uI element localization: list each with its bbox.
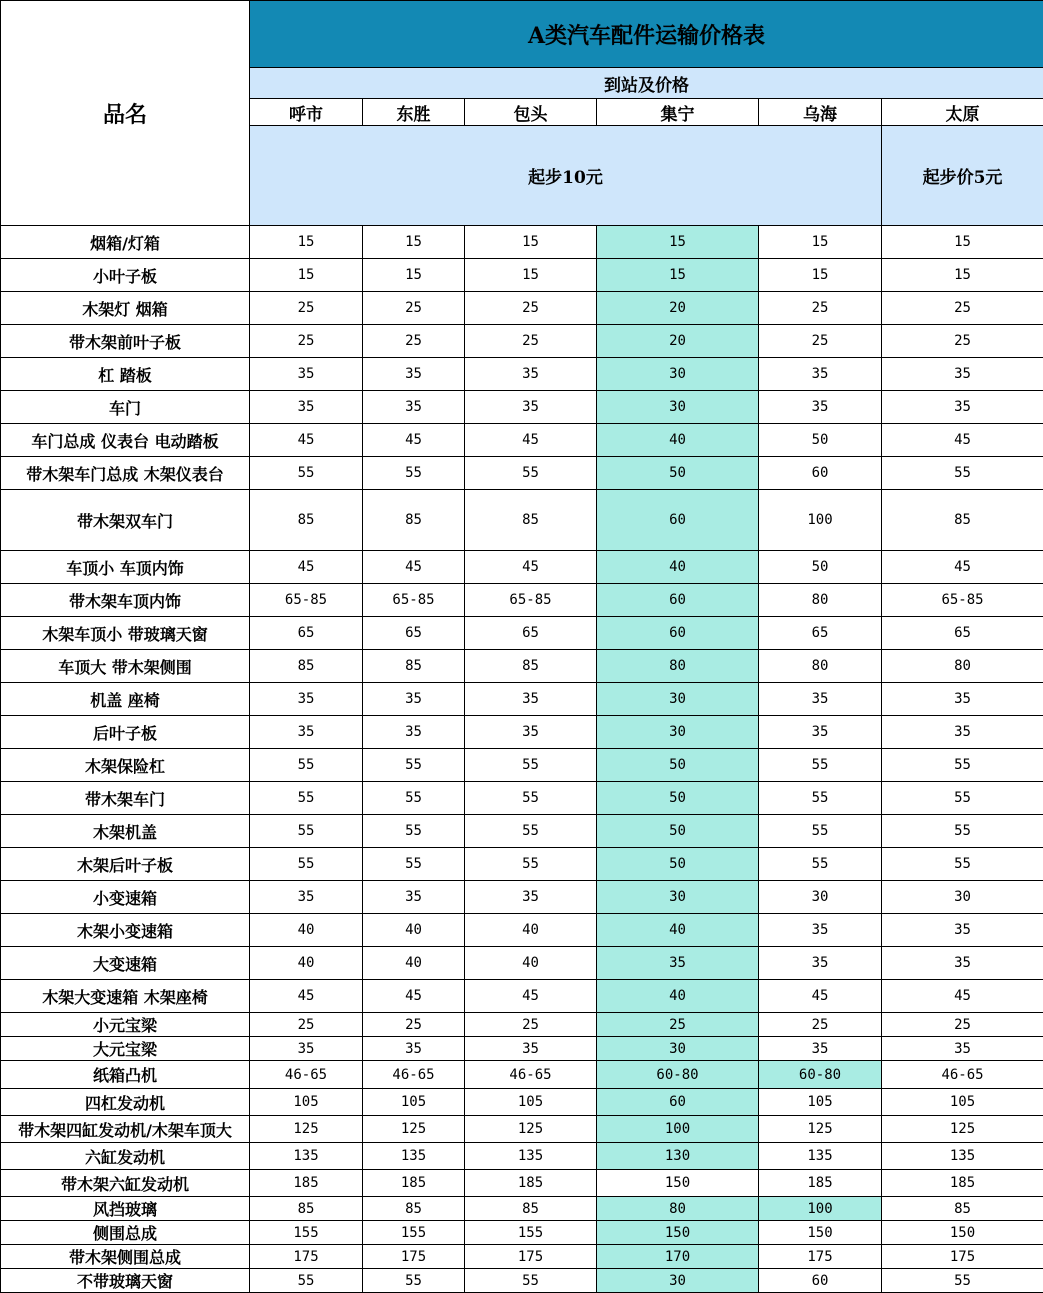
table-row [1, 358, 1043, 391]
product-name: 后叶子板 [1, 716, 250, 749]
table-row [1, 617, 1043, 650]
price-cell: 65 [882, 617, 1043, 650]
price-cell: 55 [882, 848, 1043, 881]
price-cell: 50 [597, 782, 759, 815]
price-cell: 185 [250, 1170, 363, 1197]
price-cell: 55 [759, 782, 882, 815]
price-cell: 30 [597, 881, 759, 914]
price-cell: 80 [882, 650, 1043, 683]
price-cell: 105 [250, 1089, 363, 1116]
price-cell: 155 [250, 1221, 363, 1245]
price-cell: 80 [759, 584, 882, 617]
price-cell: 15 [882, 226, 1043, 259]
price-cell: 60 [597, 490, 759, 551]
table-row [1, 1037, 1043, 1061]
price-cell: 35 [363, 1037, 465, 1061]
price-cell: 65 [250, 617, 363, 650]
start-price-main: 起步10元 [250, 126, 882, 226]
price-cell: 55 [250, 815, 363, 848]
table-row [1, 325, 1043, 358]
table-row [1, 1013, 1043, 1037]
price-cell: 60-80 [597, 1061, 759, 1089]
price-cell: 15 [465, 226, 597, 259]
price-cell: 45 [465, 424, 597, 457]
table-row [1, 584, 1043, 617]
destination-price-header: 到站及价格 [250, 68, 1043, 99]
price-cell: 55 [250, 1269, 363, 1293]
price-cell: 45 [882, 980, 1043, 1013]
price-cell: 35 [363, 683, 465, 716]
price-cell: 50 [597, 749, 759, 782]
start-price-taiyuan: 起步价5元 [882, 126, 1043, 226]
price-cell: 35 [882, 358, 1043, 391]
product-name: 烟箱/灯箱 [1, 226, 250, 259]
price-cell: 135 [250, 1143, 363, 1170]
product-name: 带木架侧围总成 [1, 1245, 250, 1269]
city-header-taiyuan: 太原 [882, 99, 1043, 126]
price-cell: 35 [363, 358, 465, 391]
price-cell: 15 [882, 259, 1043, 292]
price-cell: 35 [759, 358, 882, 391]
product-name: 侧围总成 [1, 1221, 250, 1245]
product-name: 风挡玻璃 [1, 1197, 250, 1221]
price-cell: 50 [597, 848, 759, 881]
price-cell: 135 [759, 1143, 882, 1170]
price-cell: 175 [465, 1245, 597, 1269]
price-cell: 46-65 [250, 1061, 363, 1089]
product-name: 带木架双车门 [1, 490, 250, 551]
price-cell: 25 [597, 1013, 759, 1037]
price-cell: 55 [363, 749, 465, 782]
table-row [1, 914, 1043, 947]
price-cell: 45 [250, 980, 363, 1013]
price-cell: 35 [882, 1037, 1043, 1061]
price-cell: 35 [759, 914, 882, 947]
table-row [1, 1061, 1043, 1089]
price-cell: 105 [465, 1089, 597, 1116]
price-cell: 25 [759, 292, 882, 325]
price-cell: 50 [597, 457, 759, 490]
city-header-hushi: 呼市 [250, 99, 363, 126]
price-cell: 15 [597, 259, 759, 292]
price-cell: 85 [465, 490, 597, 551]
price-cell: 65-85 [465, 584, 597, 617]
product-name: 木架后叶子板 [1, 848, 250, 881]
city-header-baotou: 包头 [465, 99, 597, 126]
price-cell: 55 [882, 457, 1043, 490]
price-cell: 35 [882, 391, 1043, 424]
price-cell: 40 [465, 947, 597, 980]
city-header-wuhai: 乌海 [759, 99, 882, 126]
price-cell: 35 [250, 881, 363, 914]
price-cell: 125 [250, 1116, 363, 1143]
price-cell: 45 [363, 424, 465, 457]
price-cell: 60-80 [759, 1061, 882, 1089]
price-cell: 185 [759, 1170, 882, 1197]
table-row [1, 1245, 1043, 1269]
price-cell: 15 [363, 259, 465, 292]
product-name: 车顶小 车顶内饰 [1, 551, 250, 584]
price-cell: 55 [882, 1269, 1043, 1293]
city-header-jining: 集宁 [597, 99, 759, 126]
table-row [1, 782, 1043, 815]
price-cell: 135 [363, 1143, 465, 1170]
table-row [1, 457, 1043, 490]
price-cell: 40 [597, 424, 759, 457]
product-name: 木架大变速箱 木架座椅 [1, 980, 250, 1013]
price-cell: 15 [597, 226, 759, 259]
price-cell: 60 [759, 457, 882, 490]
price-cell: 20 [597, 325, 759, 358]
price-cell: 35 [465, 1037, 597, 1061]
price-cell: 30 [759, 881, 882, 914]
price-cell: 35 [465, 358, 597, 391]
table-row [1, 1116, 1043, 1143]
price-cell: 46-65 [882, 1061, 1043, 1089]
price-cell: 50 [597, 815, 759, 848]
price-cell: 85 [363, 1197, 465, 1221]
table-row [1, 292, 1043, 325]
price-cell: 30 [597, 1037, 759, 1061]
table-row [1, 1089, 1043, 1116]
product-name: 车顶大 带木架侧围 [1, 650, 250, 683]
table-row [1, 650, 1043, 683]
table-row [1, 490, 1043, 551]
price-cell: 150 [759, 1221, 882, 1245]
price-cell: 25 [759, 1013, 882, 1037]
price-cell: 65 [363, 617, 465, 650]
price-cell: 55 [882, 782, 1043, 815]
product-name: 六缸发动机 [1, 1143, 250, 1170]
price-cell: 150 [597, 1221, 759, 1245]
price-cell: 175 [250, 1245, 363, 1269]
price-cell: 35 [465, 716, 597, 749]
price-cell: 25 [250, 292, 363, 325]
product-name: 杠 踏板 [1, 358, 250, 391]
product-name: 带木架四缸发动机/木架车顶大 [1, 1116, 250, 1143]
table-row [1, 716, 1043, 749]
price-cell: 55 [250, 782, 363, 815]
price-cell: 25 [465, 1013, 597, 1037]
price-cell: 30 [597, 716, 759, 749]
table-row [1, 1170, 1043, 1197]
product-name: 四杠发动机 [1, 1089, 250, 1116]
price-cell: 25 [465, 292, 597, 325]
price-cell: 85 [250, 650, 363, 683]
price-cell: 60 [597, 1089, 759, 1116]
table-row [1, 424, 1043, 457]
product-name: 车门 [1, 391, 250, 424]
product-name: 大元宝梁 [1, 1037, 250, 1061]
price-cell: 65-85 [363, 584, 465, 617]
price-cell: 46-65 [465, 1061, 597, 1089]
product-name: 不带玻璃天窗 [1, 1269, 250, 1293]
price-cell: 185 [465, 1170, 597, 1197]
price-cell: 80 [759, 650, 882, 683]
price-cell: 35 [759, 1037, 882, 1061]
price-cell: 80 [597, 650, 759, 683]
price-cell: 85 [250, 1197, 363, 1221]
product-name: 带木架车门总成 木架仪表台 [1, 457, 250, 490]
price-cell: 15 [759, 226, 882, 259]
price-cell: 35 [759, 947, 882, 980]
product-name: 木架小变速箱 [1, 914, 250, 947]
price-cell: 60 [759, 1269, 882, 1293]
table-row [1, 1221, 1043, 1245]
price-cell: 175 [363, 1245, 465, 1269]
product-name: 大变速箱 [1, 947, 250, 980]
city-header-dongsheng: 东胜 [363, 99, 465, 126]
price-cell: 85 [363, 490, 465, 551]
table-row [1, 848, 1043, 881]
table-row [1, 259, 1043, 292]
product-name: 带木架前叶子板 [1, 325, 250, 358]
table-row [1, 551, 1043, 584]
table-row [1, 749, 1043, 782]
price-cell: 45 [882, 424, 1043, 457]
table-row [1, 947, 1043, 980]
price-cell: 55 [363, 782, 465, 815]
price-cell: 130 [597, 1143, 759, 1170]
price-cell: 30 [882, 881, 1043, 914]
price-cell: 15 [465, 259, 597, 292]
product-name: 小变速箱 [1, 881, 250, 914]
product-name: 木架保险杠 [1, 749, 250, 782]
price-cell: 35 [363, 881, 465, 914]
price-cell: 105 [882, 1089, 1043, 1116]
price-cell: 25 [250, 1013, 363, 1037]
price-cell: 45 [250, 424, 363, 457]
price-cell: 55 [363, 457, 465, 490]
price-cell: 35 [250, 391, 363, 424]
price-cell: 35 [250, 716, 363, 749]
price-cell: 35 [363, 391, 465, 424]
price-cell: 15 [759, 259, 882, 292]
price-cell: 25 [250, 325, 363, 358]
price-cell: 125 [465, 1116, 597, 1143]
price-cell: 85 [882, 490, 1043, 551]
price-cell: 60 [597, 584, 759, 617]
price-cell: 35 [759, 716, 882, 749]
price-cell: 100 [759, 1197, 882, 1221]
price-cell: 55 [465, 815, 597, 848]
price-cell: 55 [250, 848, 363, 881]
price-cell: 100 [597, 1116, 759, 1143]
price-cell: 40 [597, 551, 759, 584]
product-name: 机盖 座椅 [1, 683, 250, 716]
price-cell: 50 [759, 424, 882, 457]
price-cell: 55 [759, 848, 882, 881]
table-row [1, 980, 1043, 1013]
price-cell: 55 [363, 1269, 465, 1293]
price-cell: 45 [363, 980, 465, 1013]
price-cell: 65 [465, 617, 597, 650]
table-row [1, 391, 1043, 424]
price-cell: 35 [882, 716, 1043, 749]
price-cell: 125 [759, 1116, 882, 1143]
table-row [1, 881, 1043, 914]
price-cell: 30 [597, 683, 759, 716]
price-cell: 25 [363, 1013, 465, 1037]
price-cell: 170 [597, 1245, 759, 1269]
price-cell: 60 [597, 617, 759, 650]
price-cell: 35 [363, 716, 465, 749]
price-cell: 55 [465, 1269, 597, 1293]
price-cell: 135 [465, 1143, 597, 1170]
product-name: 木架车顶小 带玻璃天窗 [1, 617, 250, 650]
price-cell: 55 [882, 749, 1043, 782]
price-cell: 50 [759, 551, 882, 584]
price-cell: 15 [250, 259, 363, 292]
price-cell: 40 [363, 947, 465, 980]
price-cell: 35 [882, 914, 1043, 947]
price-cell: 65-85 [882, 584, 1043, 617]
price-cell: 155 [465, 1221, 597, 1245]
price-cell: 15 [363, 226, 465, 259]
price-cell: 25 [759, 325, 882, 358]
price-cell: 155 [363, 1221, 465, 1245]
price-cell: 30 [597, 391, 759, 424]
price-cell: 35 [250, 358, 363, 391]
price-cell: 150 [882, 1221, 1043, 1245]
price-cell: 45 [465, 980, 597, 1013]
price-cell: 40 [597, 980, 759, 1013]
price-cell: 185 [363, 1170, 465, 1197]
price-cell: 55 [363, 848, 465, 881]
product-name: 小元宝梁 [1, 1013, 250, 1037]
price-cell: 105 [759, 1089, 882, 1116]
product-name-header: 品名 [1, 1, 250, 226]
price-cell: 15 [250, 226, 363, 259]
price-cell: 30 [597, 1269, 759, 1293]
table-row [1, 1197, 1043, 1221]
price-cell: 45 [250, 551, 363, 584]
price-cell: 55 [465, 457, 597, 490]
price-cell: 65-85 [250, 584, 363, 617]
price-cell: 185 [882, 1170, 1043, 1197]
price-cell: 55 [465, 749, 597, 782]
price-cell: 55 [759, 749, 882, 782]
price-cell: 35 [465, 391, 597, 424]
price-cell: 125 [363, 1116, 465, 1143]
table-title: A类汽车配件运输价格表 [250, 1, 1043, 68]
price-cell: 55 [759, 815, 882, 848]
price-cell: 55 [363, 815, 465, 848]
price-cell: 55 [882, 815, 1043, 848]
price-cell: 35 [882, 683, 1043, 716]
price-cell: 40 [465, 914, 597, 947]
price-cell: 105 [363, 1089, 465, 1116]
price-cell: 46-65 [363, 1061, 465, 1089]
price-cell: 45 [882, 551, 1043, 584]
price-cell: 150 [597, 1170, 759, 1197]
price-cell: 40 [597, 914, 759, 947]
table-row [1, 815, 1043, 848]
price-cell: 40 [250, 914, 363, 947]
price-cell: 25 [465, 325, 597, 358]
price-cell: 40 [363, 914, 465, 947]
product-name: 带木架六缸发动机 [1, 1170, 250, 1197]
price-cell: 20 [597, 292, 759, 325]
price-cell: 25 [882, 292, 1043, 325]
price-cell: 135 [882, 1143, 1043, 1170]
price-cell: 25 [882, 325, 1043, 358]
price-cell: 35 [465, 683, 597, 716]
price-cell: 55 [465, 848, 597, 881]
product-name: 木架机盖 [1, 815, 250, 848]
price-cell: 55 [250, 749, 363, 782]
price-cell: 30 [597, 358, 759, 391]
price-cell: 175 [882, 1245, 1043, 1269]
price-cell: 35 [759, 391, 882, 424]
price-cell: 35 [882, 947, 1043, 980]
price-cell: 45 [363, 551, 465, 584]
price-cell: 125 [882, 1116, 1043, 1143]
table-row [1, 683, 1043, 716]
price-cell: 25 [363, 325, 465, 358]
price-cell: 45 [465, 551, 597, 584]
price-cell: 55 [465, 782, 597, 815]
product-name: 小叶子板 [1, 259, 250, 292]
price-cell: 35 [250, 1037, 363, 1061]
product-name: 带木架车顶内饰 [1, 584, 250, 617]
price-cell: 55 [250, 457, 363, 490]
price-cell: 35 [759, 683, 882, 716]
price-cell: 35 [597, 947, 759, 980]
price-cell: 45 [759, 980, 882, 1013]
product-name: 纸箱凸机 [1, 1061, 250, 1089]
price-cell: 40 [250, 947, 363, 980]
price-cell: 35 [250, 683, 363, 716]
table-row [1, 1269, 1043, 1293]
price-cell: 80 [597, 1197, 759, 1221]
price-cell: 100 [759, 490, 882, 551]
table-row [1, 1143, 1043, 1170]
price-cell: 85 [250, 490, 363, 551]
product-name: 车门总成 仪表台 电动踏板 [1, 424, 250, 457]
price-cell: 35 [465, 881, 597, 914]
price-cell: 85 [465, 1197, 597, 1221]
price-cell: 25 [882, 1013, 1043, 1037]
price-cell: 85 [465, 650, 597, 683]
product-name: 木架灯 烟箱 [1, 292, 250, 325]
price-cell: 85 [363, 650, 465, 683]
price-cell: 85 [882, 1197, 1043, 1221]
table-row [1, 226, 1043, 259]
price-cell: 25 [363, 292, 465, 325]
product-name: 带木架车门 [1, 782, 250, 815]
price-cell: 175 [759, 1245, 882, 1269]
price-cell: 65 [759, 617, 882, 650]
